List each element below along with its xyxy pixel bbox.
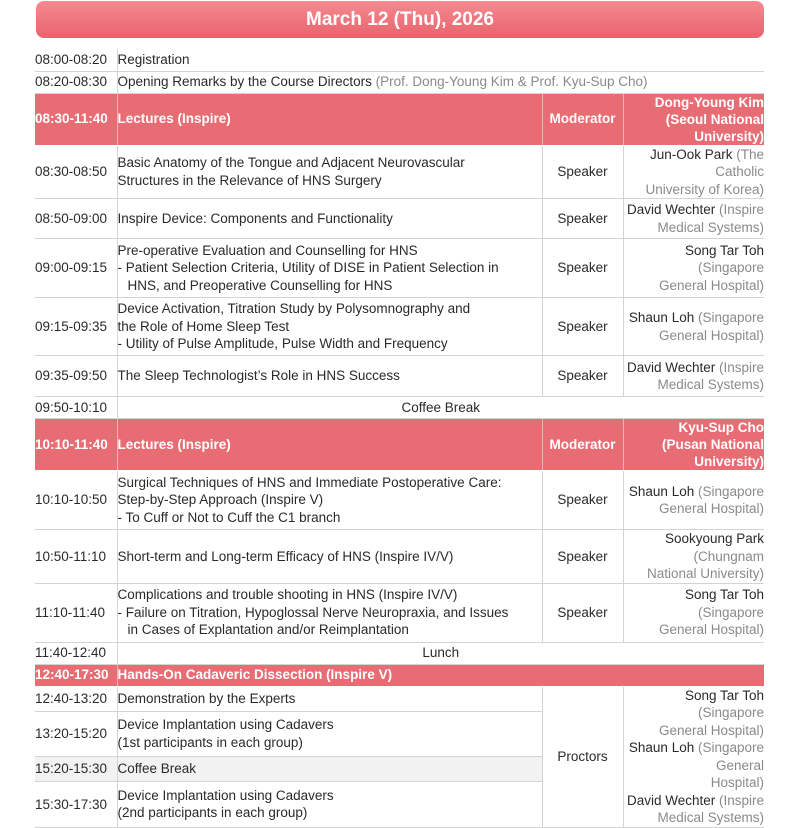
title-line: Complications and trouble shooting in HNS (Inspire IV/V) (117, 587, 458, 603)
session-title (117, 298, 542, 356)
table-row (35, 71, 764, 93)
table-row (35, 471, 764, 530)
title-line: Device Implantation using Cadavers (117, 717, 334, 733)
moderator-affiliation: (Seoul National University) (665, 111, 765, 144)
title-line: Structures in the Relevance of HNS Surgery (117, 172, 382, 188)
speaker-name: Jun-Ook Park (649, 146, 733, 162)
section-header-row (35, 93, 764, 145)
speaker-affiliation: (Singapore (697, 483, 765, 499)
speaker-affiliation: General Hospital) (658, 622, 765, 638)
proctor-affiliation: (Singapore General (697, 740, 765, 773)
session-title: Coffee Break (117, 756, 542, 781)
proctor-affiliation: (Singapore (697, 705, 765, 720)
speaker-cell (623, 145, 764, 199)
section-header-row (35, 664, 764, 686)
title-line: Device Implantation using Cadavers (117, 787, 334, 803)
role-label: Speaker (542, 471, 623, 530)
proctor-affiliation: Hospital) (710, 775, 765, 790)
time-cell: 13:20-15:20 (35, 711, 117, 756)
speaker-affiliation: National University) (646, 566, 765, 581)
title-line: Surgical Techniques of HNS and Immediate Postoperative Care: (117, 474, 502, 490)
time-cell: 08:30-08:50 (35, 145, 117, 199)
speaker-name: Shaun Loh (628, 483, 695, 499)
speaker-cell (623, 530, 764, 584)
time-cell: 08:30-11:40 (35, 93, 117, 145)
speaker-name: Song Tar Toh (684, 242, 765, 258)
speaker-affiliation: (Singapore (697, 260, 765, 276)
session-title (117, 711, 542, 756)
time-cell: 09:00-09:15 (35, 239, 117, 298)
time-cell: 08:00-08:20 (35, 49, 117, 71)
moderator-affiliation: (Pusan National University) (662, 437, 765, 469)
moderator-cell (623, 419, 764, 471)
time-cell: 09:35-09:50 (35, 356, 117, 397)
proctor-affiliation: Medical Systems) (657, 810, 765, 825)
time-cell: 11:40-12:40 (35, 642, 117, 664)
role-label: Speaker (542, 239, 623, 298)
break-label: Coffee Break (117, 397, 764, 419)
time-cell: 12:40-13:20 (35, 686, 117, 711)
session-title: Inspire Device: Components and Functionality (117, 199, 542, 239)
moderator-cell (623, 93, 764, 145)
moderator-name: Kyu-Sup Cho (678, 420, 765, 435)
speaker-affiliation: (Singapore (697, 604, 765, 620)
speaker-cell (623, 471, 764, 530)
speaker-cell (623, 356, 764, 397)
date-title: March 12 (Thu), 2026 (306, 8, 494, 30)
session-title (117, 583, 542, 642)
role-label: Proctors (542, 686, 623, 827)
session-title (117, 145, 542, 199)
speaker-affiliation: (The Catholic (715, 146, 765, 179)
table-row (35, 239, 764, 298)
speaker-name: Shaun Loh (628, 310, 695, 325)
time-cell: 10:50-11:10 (35, 530, 117, 584)
time-cell: 11:10-11:40 (35, 583, 117, 642)
time-cell: 15:30-17:30 (35, 782, 117, 828)
table-row (35, 686, 764, 711)
session-title: Demonstration by the Experts (117, 686, 542, 711)
role-label: Speaker (542, 199, 623, 239)
title-line: (2nd participants in each group) (117, 805, 308, 821)
role-label: Speaker (542, 530, 623, 584)
title-line: Step-by-Step Approach (Inspire V) (117, 492, 324, 508)
speaker-affiliation: Medical Systems) (657, 377, 765, 392)
title-line: - Utility of Pulse Amplitude, Pulse Width and Frequency (117, 336, 448, 352)
time-cell: 12:40-17:30 (35, 664, 117, 686)
role-label: Moderator (542, 93, 623, 145)
speaker-cell (623, 298, 764, 356)
role-label: Moderator (542, 419, 623, 471)
speaker-affiliation: General Hospital) (658, 501, 765, 516)
title-line: Device Activation, Titration Study by Polysomnography and (117, 301, 471, 317)
table-row (35, 642, 764, 664)
speaker-name: Song Tar Toh (684, 587, 765, 603)
time-cell: 09:50-10:10 (35, 397, 117, 419)
speaker-name: David Wechter (626, 202, 716, 217)
time-cell: 08:20-08:30 (35, 71, 117, 93)
proctor-name: David Wechter (626, 792, 716, 808)
session-title (117, 471, 542, 530)
table-row (35, 583, 764, 642)
table-row (35, 145, 764, 199)
title-line: the Role of Home Sleep Test (117, 318, 290, 334)
session-title: Short-term and Long-term Efficacy of HNS (Inspire IV/V) (117, 530, 542, 584)
section-header-row (35, 419, 764, 471)
session-title (117, 239, 542, 298)
title-line: - Patient Selection Criteria, Utility of DISE in Patient Selection in (117, 260, 499, 276)
speaker-cell (623, 199, 764, 239)
time-cell: 10:10-11:40 (35, 419, 117, 471)
table-row (35, 397, 764, 419)
time-cell: 15:20-15:30 (35, 756, 117, 781)
role-label: Speaker (542, 583, 623, 642)
title-line: Pre-operative Evaluation and Counselling for HNS (117, 242, 418, 258)
time-cell: 08:50-09:00 (35, 199, 117, 239)
role-label: Speaker (542, 356, 623, 397)
title-line: (1st participants in each group) (117, 734, 303, 750)
speaker-affiliation: (Inspire (719, 202, 765, 217)
title-line: HNS, and Preoperative Counselling for HNS (127, 277, 393, 293)
schedule-table (35, 49, 764, 828)
proctor-name: Song Tar Toh (684, 687, 765, 703)
table-row (35, 298, 764, 356)
proctor-name: Shaun Loh (628, 740, 695, 755)
session-title (117, 782, 542, 828)
table-row (35, 49, 764, 71)
session-title: Registration (117, 49, 764, 71)
speaker-affiliation: Medical Systems) (657, 219, 765, 235)
speaker-affiliation: (Inspire (719, 359, 765, 375)
proctor-affiliation: (Inspire (719, 792, 765, 808)
time-cell: 09:15-09:35 (35, 298, 117, 356)
table-row (35, 356, 764, 397)
speaker-affiliation: University of Korea) (645, 181, 765, 197)
table-row (35, 199, 764, 239)
title-line: Basic Anatomy of the Tongue and Adjacent Neurovascular (117, 155, 465, 171)
speaker-affiliation: General Hospital) (658, 277, 765, 293)
speaker-name: David Wechter (626, 359, 716, 375)
moderator-name: Dong-Young Kim (654, 94, 765, 110)
speaker-affiliation: General Hospital) (658, 327, 765, 343)
section-title: Lectures (Inspire) (117, 93, 542, 145)
title-line: - To Cuff or Not to Cuff the C1 branch (117, 509, 341, 525)
date-banner (36, 1, 764, 38)
speaker-affiliation: (Singapore (697, 310, 765, 325)
time-cell: 10:10-10:50 (35, 471, 117, 530)
role-label: Speaker (542, 145, 623, 199)
session-title (117, 71, 764, 93)
speaker-cell (623, 239, 764, 298)
title-line: in Cases of Explantation and/or Reimplantation (127, 622, 409, 638)
speaker-cell (623, 583, 764, 642)
section-title: Hands-On Cadaveric Dissection (Inspire V) (117, 664, 764, 686)
session-title-text: Opening Remarks by the Course Directors (117, 74, 372, 90)
table-row (35, 530, 764, 584)
break-label: Lunch (117, 642, 764, 664)
course-directors-note: (Prof. Dong-Young Kim & Prof. Kyu-Sup Cho) (375, 74, 648, 90)
role-label: Speaker (542, 298, 623, 356)
proctors-cell (623, 686, 764, 827)
title-line: - Failure on Titration, Hypoglossal Nerve Neuropraxia, and Issues (117, 604, 509, 620)
section-title: Lectures (Inspire) (117, 419, 542, 471)
speaker-affiliation: (Chungnam (693, 548, 765, 564)
proctor-affiliation: General Hospital) (658, 722, 765, 738)
speaker-name: Sookyoung Park (664, 531, 765, 546)
session-title: The Sleep Technologist’s Role in HNS Success (117, 356, 542, 397)
